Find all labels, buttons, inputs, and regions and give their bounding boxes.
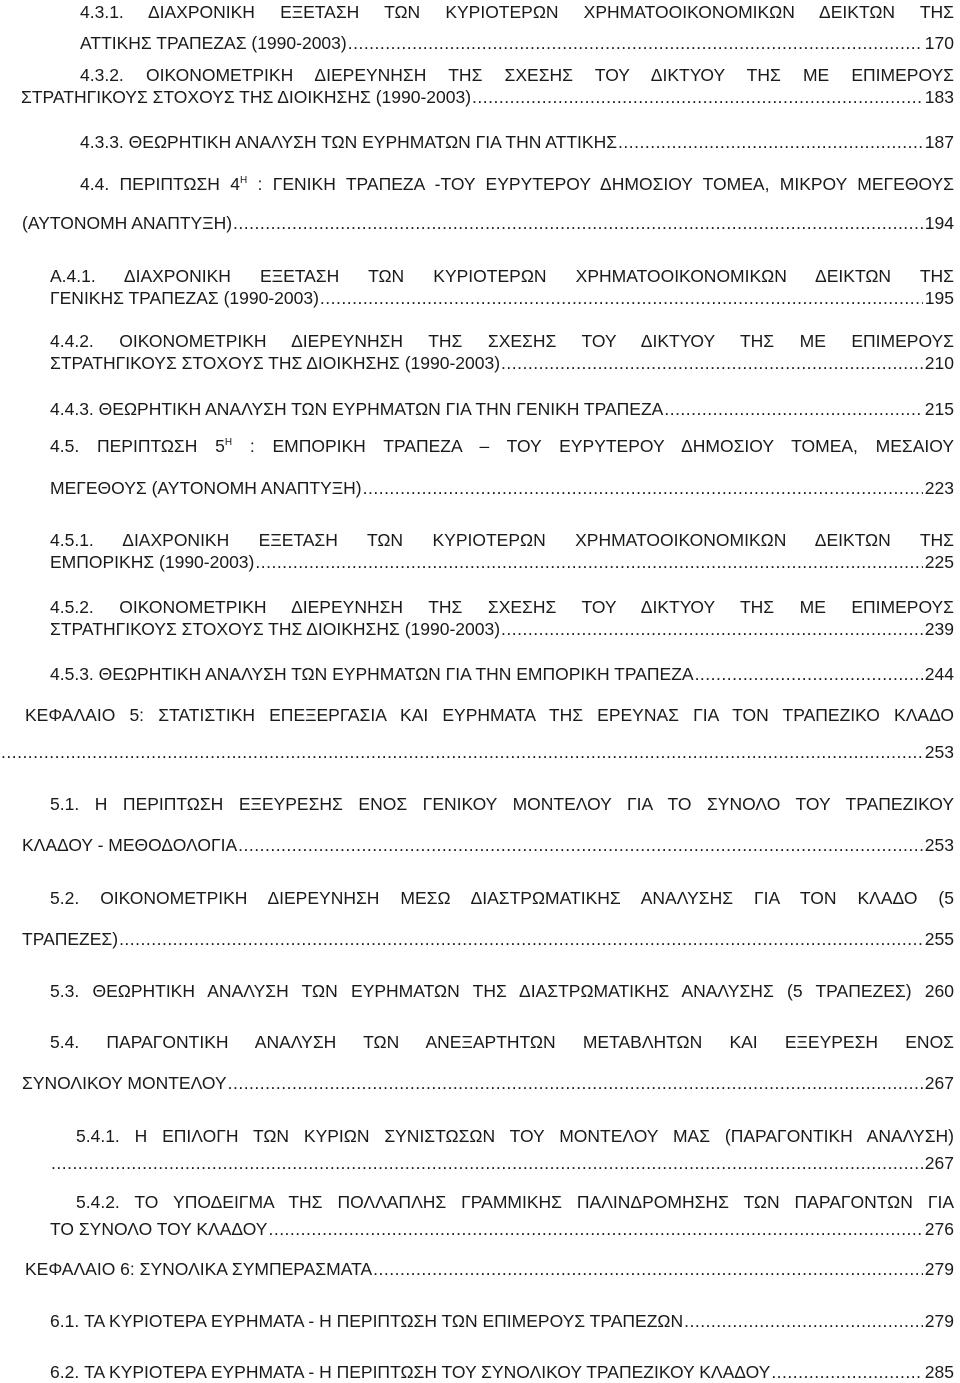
chapter-number: ΚΕΦΑΛΑΙΟ 6: (25, 1259, 135, 1279)
section-title: ΘΕΩΡΗΤΙΚΗ ΑΝΑΛΥΣΗ ΤΩΝ ΕΥΡΗΜΑΤΩΝ ΓΙΑ ΤΗΝ ΑΤΤΙΚΗΣ (128, 132, 618, 152)
entry-heading-line (50, 793, 954, 815)
entry-heading-line (50, 1031, 954, 1053)
page-number: 195 (924, 288, 954, 308)
section-title-line-1: ΠΕΡΙΠΤΩΣΗ 4 (119, 174, 240, 194)
toc-entry-4-5-2[interactable] (50, 596, 954, 640)
section-title-line-2: ΜΕΓΕΘΟΥΣ (ΑΥΤΟΝΟΜΗ ΑΝΑΠΤΥΞΗ) (50, 478, 362, 498)
section-number: 4.4.3. (50, 399, 94, 419)
page-number: 267 (924, 1073, 954, 1093)
dot-leader (501, 352, 923, 374)
section-number: 5.1. (50, 794, 80, 814)
entry-heading-line (50, 265, 954, 287)
section-number: 4.4. (80, 174, 110, 194)
entry-heading-line (80, 173, 954, 195)
entry-last-line (21, 86, 954, 108)
entry-last-line (22, 212, 954, 234)
toc-entry-4-5-1[interactable] (50, 529, 954, 573)
chapter-title: ΣΤΑΤΙΣΤΙΚΗ ΕΠΕΞΕΡΓΑΣΙΑ ΚΑΙ ΕΥΡΗΜΑΤΑ ΤΗΣ ΕΡΕΥΝΑΣ ΓΙΑ ΤΟΝ ΤΡΑΠΕΖΙΚΟ ΚΛΑΔΟ (158, 705, 954, 725)
toc-entry-6-1[interactable] (50, 1310, 954, 1332)
entry-heading-line (80, 64, 954, 86)
section-title-line-2: ΕΜΠΟΡΙΚΗΣ (1990-2003) (50, 552, 255, 572)
entry-last-line (80, 131, 954, 153)
toc-entry-5-4-1-continuation[interactable] (50, 1152, 954, 1174)
page-number: 267 (924, 1153, 954, 1173)
toc-entry-4-4-continuation[interactable] (22, 212, 954, 234)
dot-leader (238, 834, 923, 856)
ordinal-superscript: Η (224, 437, 233, 448)
section-title-line-1: ΔΙΑΧΡΟΝΙΚΗ ΕΞΕΤΑΣΗ ΤΩΝ ΚΥΡΙΟΤΕΡΩΝ ΧΡΗΜΑΤΟΟΙΚΟΝΟΜΙΚΩΝ ΔΕΙΚΤΩΝ ΤΗΣ (122, 530, 954, 550)
entry-last-line (22, 1072, 954, 1094)
toc-entry-5-2-continuation[interactable] (22, 928, 954, 950)
section-title-line-2: ΣΥΝΟΛΙΚΟΥ ΜΟΝΤΕΛΟΥ (22, 1073, 227, 1093)
toc-entry-4-5[interactable] (50, 435, 954, 457)
toc-entry-5-4[interactable] (50, 1031, 954, 1053)
section-title-line-2: ΣΤΡΑΤΗΓΙΚΟΥΣ ΣΤΟΧΟΥΣ ΤΗΣ ΔΙΟΙΚΗΣΗΣ (1990-2003) (50, 619, 501, 639)
section-number: 4.3.3. (80, 132, 124, 152)
section-number: 4.3.2. (80, 65, 124, 85)
entry-title-continuation (80, 23, 954, 32)
toc-entry-5-1[interactable] (50, 793, 954, 815)
toc-entry-4-4-2[interactable] (50, 330, 954, 374)
entry-last-line (50, 352, 954, 374)
entry-last-line (50, 1152, 954, 1174)
section-title-line-1-rest: : ΕΜΠΟΡΙΚΗ ΤΡΑΠΕΖΑ – ΤΟΥ ΕΥΡΥΤΕΡΟΥ ΔΗΜΟΣΙΟΥ ΤΟΜΕΑ, ΜΕΣΑΙΟΥ (232, 436, 954, 456)
section-number: 4.5. (50, 436, 80, 456)
dot-leader (363, 477, 923, 499)
toc-entry-4-3-1[interactable] (80, 1, 954, 54)
page-number: 279 (924, 1311, 954, 1331)
toc-entry-5-4-1[interactable] (76, 1125, 954, 1147)
page-number: 215 (924, 399, 954, 419)
entry-heading-line (50, 596, 954, 618)
ordinal-superscript: Η (239, 175, 248, 186)
page-number: 194 (924, 213, 954, 233)
entry-heading-line (50, 330, 954, 352)
chapter-title: ΣΥΝΟΛΙΚΑ ΣΥΜΠΕΡΑΣΜΑΤΑ (139, 1259, 373, 1279)
dot-leader (1, 741, 923, 763)
dot-leader (684, 1310, 923, 1332)
entry-last-line (0, 741, 954, 763)
entry-last-line (50, 980, 954, 1002)
toc-entry-chapter-5-continuation[interactable] (0, 741, 954, 763)
entry-last-line (50, 287, 954, 309)
section-number: 4.5.3. (50, 664, 94, 684)
page-number: 210 (924, 353, 954, 373)
page-number: 225 (924, 552, 954, 572)
page-number: 260 (924, 981, 954, 1001)
entry-last-line (50, 1361, 954, 1383)
page-number: 239 (924, 619, 954, 639)
section-title: ΤΑ ΚΥΡΙΟΤΕΡΑ ΕΥΡΗΜΑΤΑ - Η ΠΕΡΙΠΤΩΣΗ ΤΩΝ ΕΠΙΜΕΡΟΥΣ ΤΡΑΠΕΖΩΝ (84, 1311, 684, 1331)
section-number: Α.4.1. (50, 266, 96, 286)
page-number: 255 (924, 929, 954, 949)
section-number: 4.5.2. (50, 597, 94, 617)
section-title: ΘΕΩΡΗΤΙΚΗ ΑΝΑΛΥΣΗ ΤΩΝ ΕΥΡΗΜΑΤΩΝ ΤΗΣ ΔΙΑΣΤΡΩΜΑΤΙΚΗΣ ΑΝΑΛΥΣΗΣ (5 ΤΡΑΠΕΖΕΣ) (92, 981, 912, 1001)
dot-leader (664, 398, 922, 420)
section-number: 4.4.2. (50, 331, 94, 351)
section-title-line-1: ΟΙΚΟΝΟΜΕΤΡΙΚΗ ΔΙΕΡΕΥΝΗΣΗ ΜΕΣΩ ΔΙΑΣΤΡΩΜΑΤΙΚΗΣ ΑΝΑΛΥΣΗΣ ΓΙΑ ΤΟΝ ΚΛΑΔΟ (5 (100, 888, 954, 908)
section-title: ΘΕΩΡΗΤΙΚΗ ΑΝΑΛΥΣΗ ΤΩΝ ΕΥΡΗΜΑΤΩΝ ΓΙΑ ΤΗΝ ΓΕΝΙΚΗ ΤΡΑΠΕΖΑ (98, 399, 664, 419)
page-number: 244 (924, 664, 954, 684)
section-title-line-1: ΤΟ ΥΠΟΔΕΙΓΜΑ ΤΗΣ ΠΟΛΛΑΠΛΗΣ ΓΡΑΜΜΙΚΗΣ ΠΑΛΙΝΔΡΟΜΗΣΗΣ ΤΩΝ ΠΑΡΑΓΟΝΤΩΝ ΓΙΑ (134, 1192, 954, 1212)
section-title-line-2: ΑΤΤΙΚΗΣ ΤΡΑΠΕΖΑΣ (1990-2003) (80, 33, 347, 53)
dot-leader (119, 928, 923, 950)
toc-entry-5-4-2[interactable] (76, 1191, 954, 1213)
section-number: 5.2. (50, 888, 80, 908)
chapter-heading-line (25, 704, 954, 726)
section-title-line-2: ΣΤΡΑΤΗΓΙΚΟΥΣ ΣΤΟΧΟΥΣ ΤΗΣ ΔΙΟΙΚΗΣΗΣ (1990-2003) (50, 353, 501, 373)
toc-entry-5-3[interactable] (50, 980, 954, 1002)
entry-heading-line (80, 1, 954, 23)
entry-last-line (50, 477, 954, 499)
section-number: 4.3.1. (80, 2, 124, 22)
section-number: 5.4.2. (76, 1192, 120, 1212)
entry-last-line (22, 928, 954, 950)
section-title-line-2: (ΑΥΤΟΝΟΜΗ ΑΝΑΠΤΥΞΗ) (22, 213, 233, 233)
dot-leader (348, 32, 923, 54)
toc-entry-5-1-continuation[interactable] (22, 834, 954, 856)
section-title-line-1-rest: : ΓΕΝΙΚΗ ΤΡΑΠΕΖΑ -ΤΟΥ ΕΥΡΥΤΕΡΟΥ ΔΗΜΟΣΙΟΥ ΤΟΜΕΑ, ΜΙΚΡΟΥ ΜΕΓΕΘΟΥΣ (247, 174, 954, 194)
toc-entry-6-2[interactable] (50, 1361, 954, 1383)
section-number: 6.1. (50, 1311, 80, 1331)
section-title: ΤΑ ΚΥΡΙΟΤΕΡΑ ΕΥΡΗΜΑΤΑ - Η ΠΕΡΙΠΤΩΣΗ ΤΟΥ ΣΥΝΟΛΙΚΟΥ ΤΡΑΠΕΖΙΚΟΥ ΚΛΑΔΟΥ (84, 1362, 771, 1382)
entry-last-line (50, 551, 954, 573)
section-title-line-1: ΔΙΑΧΡΟΝΙΚΗ ΕΞΕΤΑΣΗ ΤΩΝ ΚΥΡΙΟΤΕΡΩΝ ΧΡΗΜΑΤΟΟΙΚΟΝΟΜΙΚΩΝ ΔΕΙΚΤΩΝ ΤΗΣ (147, 2, 954, 22)
toc-entry-4-3-3[interactable] (80, 131, 954, 153)
toc-entry-5-4-continuation[interactable] (22, 1072, 954, 1094)
dot-leader (268, 1218, 922, 1240)
page-number: 223 (924, 478, 954, 498)
section-number: 4.5.1. (50, 530, 94, 550)
section-title-line-2: ΓΕΝΙΚΗΣ ΤΡΑΠΕΖΑΣ (1990-2003) (50, 288, 319, 308)
section-title-line-2: ΣΤΡΑΤΗΓΙΚΟΥΣ ΣΤΟΧΟΥΣ ΤΗΣ ΔΙΟΙΚΗΣΗΣ (1990-2003) (21, 87, 472, 107)
entry-last-line (80, 32, 954, 54)
entry-last-line (50, 663, 954, 685)
section-number: 6.2. (50, 1362, 80, 1382)
section-title-line-1: ΠΑΡΑΓΟΝΤΙΚΗ ΑΝΑΛΥΣΗ ΤΩΝ ΑΝΕΞΑΡΤΗΤΩΝ ΜΕΤΑΒΛΗΤΩΝ ΚΑΙ ΕΞΕΥΡΕΣΗ ΕΝΟΣ (106, 1032, 954, 1052)
dot-leader (51, 1152, 923, 1174)
entry-heading-line (76, 1191, 954, 1213)
page-number: 279 (924, 1259, 954, 1279)
section-title-line-2: ΚΛΑΔΟΥ - ΜΕΘΟΔΟΛΟΓΙΑ (22, 835, 238, 855)
section-number: 5.4. (50, 1032, 80, 1052)
dot-leader (501, 618, 923, 640)
toc-entry-5-2[interactable] (50, 887, 954, 909)
entry-last-line (50, 398, 954, 420)
section-number: 5.3. (50, 981, 80, 1001)
page-number: 187 (924, 132, 954, 152)
page-number: 183 (924, 87, 954, 107)
page-number: 170 (924, 33, 954, 53)
dot-leader (771, 1361, 922, 1383)
toc-entry-4-4[interactable] (80, 173, 954, 195)
toc-entry-4-4-3[interactable] (50, 398, 954, 420)
section-title-line-1: Η ΕΠΙΛΟΓΗ ΤΩΝ ΚΥΡΙΩΝ ΣΥΝΙΣΤΩΣΩΝ ΤΟΥ ΜΟΝΤΕΛΟΥ ΜΑΣ (ΠΑΡΑΓΟΝΤΙΚΗ ΑΝΑΛΥΣΗ) (134, 1126, 954, 1146)
toc-entry-4-5-continuation[interactable] (50, 477, 954, 499)
dot-leader (320, 287, 923, 309)
section-number: 5.4.1. (76, 1126, 120, 1146)
entry-last-line (50, 1218, 954, 1240)
entry-heading-line (50, 435, 954, 457)
section-title-line-2: ΤΡΑΠΕΖΕΣ) (22, 929, 119, 949)
section-title-line-1: Η ΠΕΡΙΠΤΩΣΗ ΕΞΕΥΡΕΣΗΣ ΕΝΟΣ ΓΕΝΙΚΟΥ ΜΟΝΤΕΛΟΥ ΓΙΑ ΤΟ ΣΥΝΟΛΟ ΤΟΥ ΤΡΑΠΕΖΙΚΟΥ (94, 794, 954, 814)
section-title-line-1: ΠΕΡΙΠΤΩΣΗ 5 (96, 436, 225, 456)
section-title-line-1: ΟΙΚΟΝΟΜΕΤΡΙΚΗ ΔΙΕΡΕΥΝΗΣΗ ΤΗΣ ΣΧΕΣΗΣ ΤΟΥ ΔΙΚΤΥΟΥ ΤΗΣ ΜΕ ΕΠΙΜΕΡΟΥΣ (119, 597, 954, 617)
page-number: 276 (924, 1219, 954, 1239)
toc-entry-4-5-3[interactable] (50, 663, 954, 685)
dot-leader (695, 663, 923, 685)
section-title-line-2: ΤΟ ΣΥΝΟΛΟ ΤΟΥ ΚΛΑΔΟΥ (50, 1219, 268, 1239)
entry-last-line (50, 618, 954, 640)
toc-entry-5-4-2-continuation[interactable] (50, 1218, 954, 1240)
dot-leader (472, 86, 923, 108)
page-number: 285 (924, 1362, 954, 1382)
dot-leader (228, 1072, 923, 1094)
toc-entry-chapter-5[interactable] (25, 704, 954, 726)
section-title: ΘΕΩΡΗΤΙΚΗ ΑΝΑΛΥΣΗ ΤΩΝ ΕΥΡΗΜΑΤΩΝ ΓΙΑ ΤΗΝ ΕΜΠΟΡΙΚΗ ΤΡΑΠΕΖΑ (98, 664, 694, 684)
entry-last-line (25, 1258, 954, 1280)
entry-last-line (22, 834, 954, 856)
toc-entry-4-3-2[interactable] (21, 64, 954, 108)
entry-heading-line (50, 887, 954, 909)
entry-heading-line (50, 529, 954, 551)
dot-leader (618, 131, 923, 153)
page-number: 253 (924, 742, 954, 762)
dot-leader (255, 551, 922, 573)
dot-leader (373, 1258, 923, 1280)
dot-leader (233, 212, 923, 234)
toc-entry-a-4-1[interactable] (50, 265, 954, 309)
section-title-line-1: ΟΙΚΟΝΟΜΕΤΡΙΚΗ ΔΙΕΡΕΥΝΗΣΗ ΤΗΣ ΣΧΕΣΗΣ ΤΟΥ ΔΙΚΤΥΟΥ ΤΗΣ ΜΕ ΕΠΙΜΕΡΟΥΣ (145, 65, 954, 85)
entry-last-line (50, 1310, 954, 1332)
entry-heading-line (76, 1125, 954, 1147)
chapter-number: ΚΕΦΑΛΑΙΟ 5: (25, 705, 145, 725)
section-title-line-1: ΟΙΚΟΝΟΜΕΤΡΙΚΗ ΔΙΕΡΕΥΝΗΣΗ ΤΗΣ ΣΧΕΣΗΣ ΤΟΥ ΔΙΚΤΥΟΥ ΤΗΣ ΜΕ ΕΠΙΜΕΡΟΥΣ (119, 331, 954, 351)
section-title-line-1: ΔΙΑΧΡΟΝΙΚΗ ΕΞΕΤΑΣΗ ΤΩΝ ΚΥΡΙΟΤΕΡΩΝ ΧΡΗΜΑΤΟΟΙΚΟΝΟΜΙΚΩΝ ΔΕΙΚΤΩΝ ΤΗΣ (123, 266, 954, 286)
toc-entry-chapter-6[interactable] (25, 1258, 954, 1280)
page-number: 253 (924, 835, 954, 855)
